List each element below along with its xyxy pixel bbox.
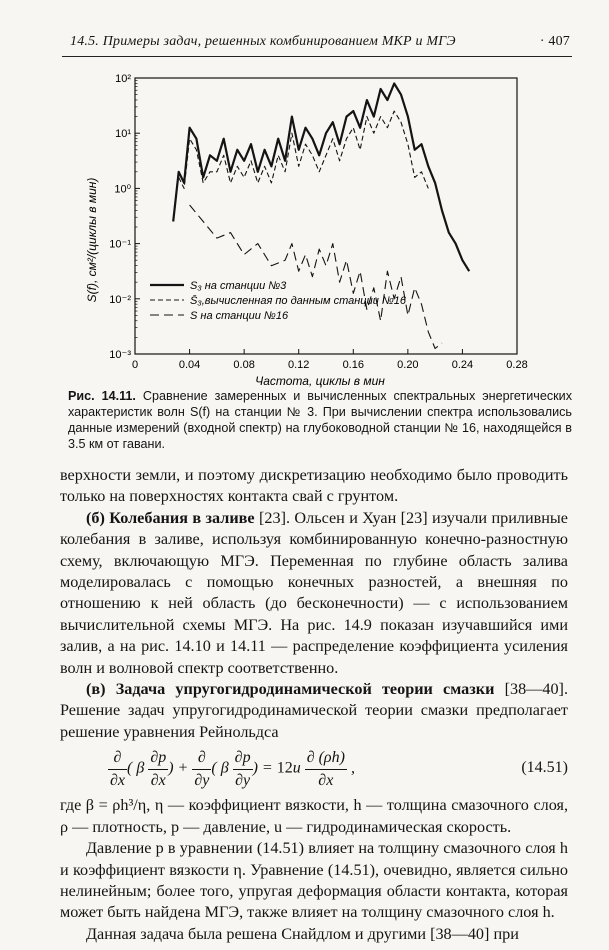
- x-tick-label: 0.24: [451, 359, 474, 371]
- running-title: 14.5. Примеры задач, решенных комбинированием МКР и МГЭ: [70, 34, 456, 49]
- section-c-title: (в) Задача упругогидродинамической теории смазки: [86, 680, 495, 699]
- paragraph-6: Данная задача была решена Снайдлом и другими [38—40] при: [86, 924, 519, 943]
- y-axis-label: S(f), см²/(циклы в мин): [85, 177, 99, 303]
- spectrum-chart: [80, 70, 550, 388]
- paragraph-4: где β = ρh³/η, η — коэффициент вязкости, h — толщина смазочного слоя, ρ — плотность, p — давление, u — гидродинамическая скорость.: [60, 796, 568, 836]
- equation-number: (14.51): [521, 759, 568, 777]
- x-tick-label: 0.16: [342, 359, 364, 371]
- chart-legend: [150, 280, 407, 322]
- y-tick-label: 10⁻³: [109, 349, 131, 361]
- header-rule: [62, 56, 572, 57]
- paragraph-2: [60, 508, 568, 679]
- series-line-1: [173, 84, 469, 272]
- y-tick-label: 10²: [115, 73, 131, 85]
- reynolds-equation: [60, 745, 568, 791]
- running-header: [70, 34, 570, 50]
- y-tick-label: 10⁻¹: [109, 238, 131, 251]
- body-text: [60, 465, 568, 945]
- page-number: · 407: [539, 34, 570, 49]
- y-tick-label: 10⁻²: [109, 293, 131, 306]
- legend-label: S₃ на станции №3: [190, 280, 287, 292]
- y-tick-label: 10¹: [115, 128, 131, 141]
- x-axis-label: Частота, циклы в мин: [255, 374, 385, 388]
- x-tick-label: 0.20: [397, 359, 419, 371]
- legend-label: S на станции №16: [190, 310, 289, 322]
- section-b-title: (б) Колебания в заливе: [86, 508, 255, 527]
- figure-caption: [68, 388, 572, 452]
- x-tick-label: 0.04: [178, 359, 201, 371]
- paragraph-3: [60, 679, 568, 743]
- x-tick-label: 0: [131, 359, 139, 371]
- series-line-3: [190, 205, 442, 349]
- section-c-ref: [38—40].: [504, 680, 568, 699]
- paragraph-1: верхности земли, и поэтому дискретизацию необходимо было проводить только на поверхностях контакта свай с грунтом.: [60, 466, 568, 506]
- paragraph-5: Давление p в уравнении (14.51) влияет на толщину смазочного слоя h и коэффициент вязкости η. Уравнение (14.51), очевидно, является сильно нелинейным; более того, упругая деформация области контакта, которая может быть найдена МГЭ, также влияет на толщину смазочного слоя h.: [60, 839, 568, 922]
- section-c-text: Решение задач упругогидродинамической теории смазки предполагает решение уравнения Рейнольдса: [60, 701, 568, 741]
- section-b-text: [23]. Ольсен и Хуан [23] изучали приливные колебания в заливе, используя комбинированную конечно-разностную схему, включающую МГЭ. Переменная по глубине область залива моделировалась с помощью конечных разностей, а внешняя по отношению к ней область (до бесконечности) — с использованием вычислительной схемы МГЭ. На рис. 14.9 показан изучавшийся ими залив, а на рис. 14.10 и 14.11 — распределение коэффициента усиления волн и волновой спектр соответственно.: [60, 508, 568, 677]
- caption-text: Сравнение замеренных и вычисленных спектральных энергетических характеристик волн S(f) на станции № 3. При вычислении спектра использовались данные измерений (входной спектр) на глубоководной станции № 16, находящейся в 3.5 км от гавани.: [68, 389, 573, 451]
- x-tick-label: 0.08: [233, 359, 255, 371]
- x-tick-label: 0.28: [506, 359, 528, 371]
- equation-body: $\frac{\partial}{\partial x}$ ( β $\frac{\partial p}{\partial x}$ ) + $\frac{\partial}{\partial y}$ ( β $\frac{\partial p}{\partial y}$ ) = 12u $\frac{\partial (\rho h)}{\partial x}$ ,: [110, 749, 355, 789]
- chart-axes: [109, 73, 527, 371]
- series-line-2: [179, 111, 429, 188]
- legend-label: S̄₃,вычисленная по данным станции №16: [190, 295, 407, 307]
- y-tick-label: 10⁰: [114, 183, 131, 196]
- chart-series: [173, 84, 469, 349]
- caption-label: Рис. 14.11.: [68, 389, 136, 403]
- x-tick-label: 0.12: [288, 359, 310, 371]
